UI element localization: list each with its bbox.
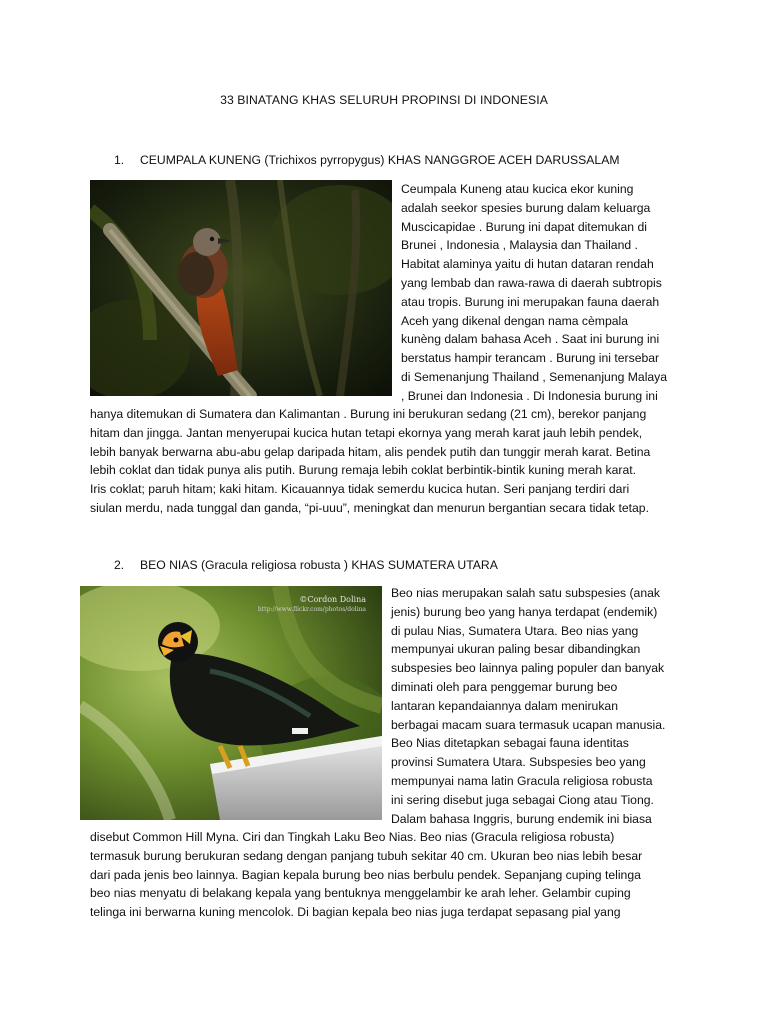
section-1-wrap-line: kunèng dalam bahasa Aceh . Saat ini burung ini — [401, 332, 660, 347]
section-1-body-line: Iris coklat; paruh hitam; kaki hitam. Kicauannya tidak semerdu kucica hutan. Seri panjang terdiri dari — [90, 482, 630, 497]
section-1-wrap-line: yang lembab dan rawa-rawa di daerah subtropis — [401, 275, 662, 290]
section-2-body-line: beo nias menyatu di belakang kepala yang bentuknya menggelambir ke arah leher. Gelambir cuping — [90, 886, 631, 901]
section-1-title: CEUMPALA KUNENG (Trichixos pyrropygus) KHAS NANGGROE ACEH DARUSSALAM — [140, 153, 620, 167]
section-2-body-line: dari pada jenis beo lainnya. Bagian kepala burung beo nias berbulu pendek. Sepanjang cuping telinga — [90, 867, 641, 882]
section-2-heading — [114, 558, 498, 572]
section-1-body-line: lebih banyak berwarna abu-abu gelap daripada hitam, alis pendek putih dan tunggir merah karat. Betina — [90, 444, 651, 459]
section-1-wrap-line: Aceh yang dikenal dengan nama cèmpala — [401, 313, 628, 328]
section-1-wrap-line: Brunei , Indonesia , Malaysia dan Thailand . — [401, 238, 638, 253]
section-1-wrap-line: di Semenanjung Thailand , Semenanjung Malaya — [401, 369, 668, 384]
section-2-body-line: termasuk burung berukuran sedang dengan panjang tubuh sekitar 40 cm. Ukuran beo nias lebih besar — [90, 848, 643, 863]
section-2-body-line: telinga ini berwarna kuning mencolok. Di bagian kepala beo nias juga terdapat sepasang pial yang — [90, 905, 621, 920]
section-1-wrap-line: atau tropis. Burung ini merupakan fauna daerah — [401, 294, 660, 309]
section-2-wrap-line: Beo Nias ditetapkan sebagai fauna identitas — [391, 736, 629, 751]
watermark-text: ©Cordon Dolina — [299, 595, 366, 604]
ceumpala-kuneng-image — [90, 180, 392, 396]
section-2-wrap-line: subspesies beo lainnya paling populer dan banyak — [391, 661, 665, 676]
section-2-wrap-line: provinsi Sumatera Utara. Subspesies beo yang — [391, 755, 646, 770]
section-2-wrap-line: lantaran kepandaiannya dalam menirukan — [391, 698, 618, 713]
section-1-number: 1. — [114, 153, 125, 167]
photo-watermark — [258, 595, 366, 614]
beo-nias-photo — [80, 586, 382, 820]
section-2-title: BEO NIAS (Gracula religiosa robusta ) KHAS SUMATERA UTARA — [140, 558, 498, 572]
section-2-body-text — [90, 828, 642, 922]
section-1-wrap-line: berstatus hampir terancam . Burung ini tersebar — [401, 351, 660, 366]
section-1-wrap-line: Habitat alaminya yaitu di hutan dataran rendah — [401, 257, 654, 272]
beo-nias-image — [80, 586, 382, 820]
watermark-url: http://www.flickr.com/photos/dolina — [257, 606, 366, 613]
section-2-body-line: disebut Common Hill Myna. Ciri dan Tingkah Laku Beo Nias. Beo nias (Gracula religiosa robusta) — [90, 830, 615, 844]
section-2-wrap-line: mempunyai nama latin Gracula religiosa robusta — [391, 773, 653, 788]
section-2-wrap-line: Dalam bahasa Inggris, burung endemik ini biasa — [391, 811, 652, 826]
section-1-body-line: hanya ditemukan di Sumatera dan Kalimantan . Burung ini berukuran sedang (21 cm), berekor panjang — [90, 407, 647, 421]
section-2-number: 2. — [114, 558, 125, 572]
section-2-wrap-line: jenis) burung beo yang hanya terdapat (endemik) — [391, 604, 658, 619]
section-1-body-line: hitam dan jingga. Jantan menyerupai kucica hutan tetapi ekornya yang merah karat jauh lebih pendek, — [90, 425, 643, 440]
section-1-heading — [114, 153, 619, 167]
section-1-body-line: siulan merdu, nada tunggal dan ganda, “pi-uuu”, meningkat dan menurun bergantian secara tidak tetap. — [90, 500, 649, 515]
document-title: 33 BINATANG KHAS SELURUH PROPINSI DI INDONESIA — [220, 93, 548, 107]
section-2-wrap-line: mempunyai ukuran paling besar dibandingkan — [391, 642, 641, 657]
section-2-wrap-line: Beo nias merupakan salah satu subspesies (anak — [391, 586, 660, 600]
section-2-wrap-line: berbagai macam suara termasuk ucapan manusia. — [391, 717, 666, 732]
section-2-wrap-text — [391, 584, 665, 828]
section-1-body-text — [90, 405, 650, 518]
section-1-wrap-line: Muscicapidae . Burung ini dapat ditemukan di — [401, 219, 647, 234]
section-1-wrap-line: Ceumpala Kuneng atau kucica ekor kuning — [401, 182, 634, 196]
section-2-wrap-line: di pulau Nias, Sumatera Utara. Beo nias yang — [391, 623, 639, 638]
section-1-wrap-text — [401, 180, 667, 406]
ceumpala-kuneng-photo — [90, 180, 392, 396]
section-2-wrap-line: ini sering disebut juga sebagai Ciong atau Tiong. — [391, 792, 654, 807]
section-1-wrap-line: , Brunei dan Indonesia . Di Indonesia burung ini — [401, 388, 658, 403]
section-1-body-line: lebih coklat dan tidak punya alis putih. Burung remaja lebih coklat berbintik-bintik kuning merah karat. — [90, 463, 637, 478]
section-2-wrap-line: diminati oleh para penggemar burung beo — [391, 679, 618, 694]
section-1-wrap-line: adalah seekor spesies burung dalam keluarga — [401, 200, 651, 215]
